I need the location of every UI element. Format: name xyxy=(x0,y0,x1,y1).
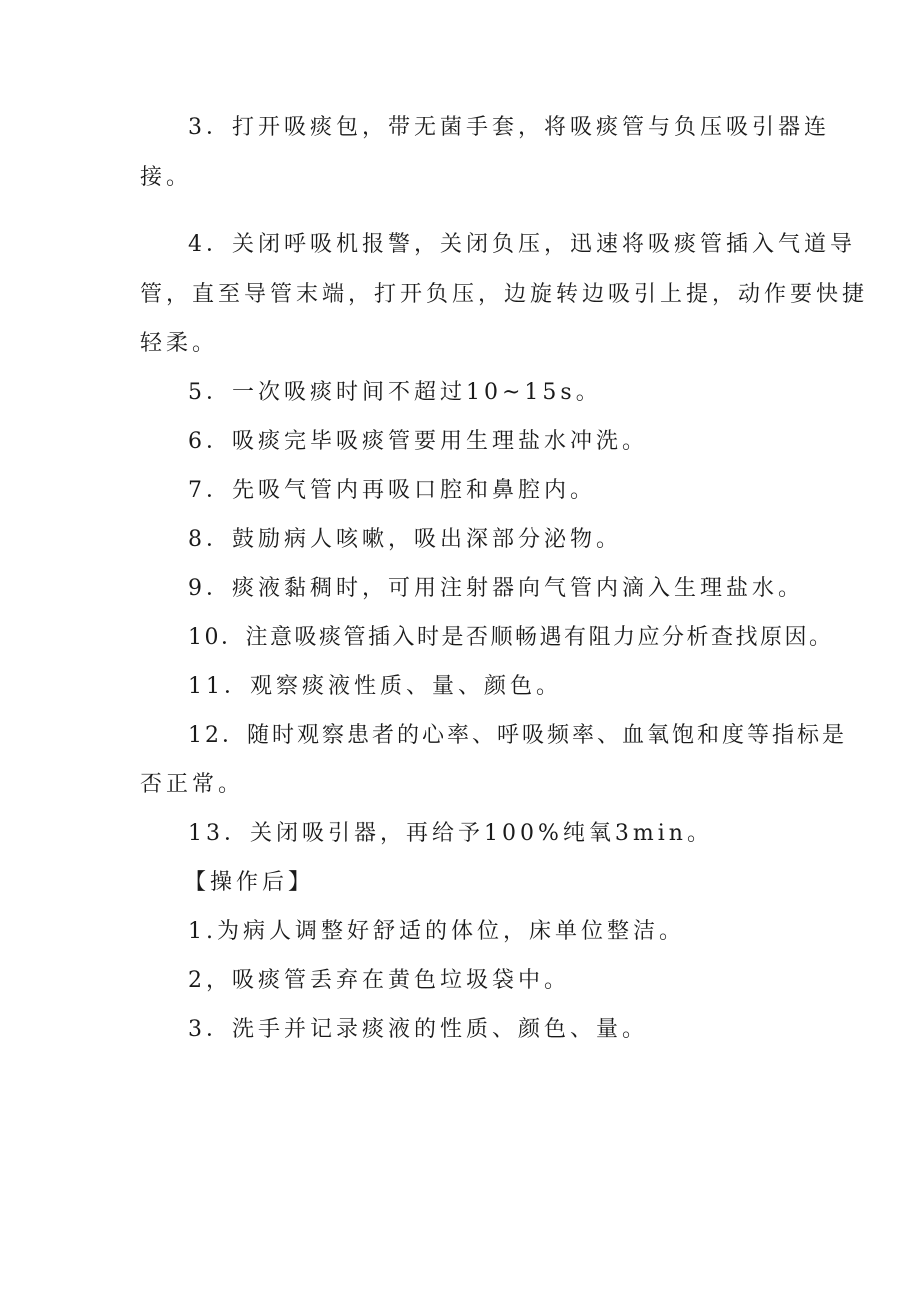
section-heading-after-operation: 【操作后】 xyxy=(184,870,315,895)
step-8: 8．鼓励病人咳嗽，吸出深部分泌物。 xyxy=(188,527,622,552)
step-5: 5．一次吸痰时间不超过10~15s。 xyxy=(188,380,602,405)
after-step-3: 3．洗手并记录痰液的性质、颜色、量。 xyxy=(188,1017,648,1042)
after-step-1: 1.为病人调整好舒适的体位，床单位整洁。 xyxy=(188,919,685,944)
step-11: 11．观察痰液性质、量、颜色。 xyxy=(188,674,562,699)
after-step-2: 2，吸痰管丢弃在黄色垃圾袋中。 xyxy=(188,968,570,993)
step-12-line-1: 12．随时观察患者的心率、呼吸频率、血氧饱和度等指标是 xyxy=(188,723,847,748)
step-13: 13．关闭吸引器，再给予100%纯氧3min。 xyxy=(188,821,713,846)
step-4-line-3: 轻柔。 xyxy=(140,331,219,356)
step-6: 6．吸痰完毕吸痰管要用生理盐水冲洗。 xyxy=(188,429,648,454)
step-10: 10．注意吸痰管插入时是否顺畅遇有阻力应分析查找原因。 xyxy=(188,625,834,650)
step-3-line-2: 接。 xyxy=(140,165,193,190)
step-4-line-2: 管，直至导管末端，打开负压，边旋转边吸引上提，动作要快捷 xyxy=(140,282,869,307)
step-12-line-2: 否正常。 xyxy=(140,772,245,797)
step-3-line-1: 3．打开吸痰包，带无菌手套，将吸痰管与负压吸引器连 xyxy=(188,115,830,140)
step-4-line-1: 4．关闭呼吸机报警，关闭负压，迅速将吸痰管插入气道导 xyxy=(188,232,856,257)
step-7: 7．先吸气管内再吸口腔和鼻腔内。 xyxy=(188,478,596,503)
step-9: 9．痰液黏稠时，可用注射器向气管内滴入生理盐水。 xyxy=(188,576,804,601)
